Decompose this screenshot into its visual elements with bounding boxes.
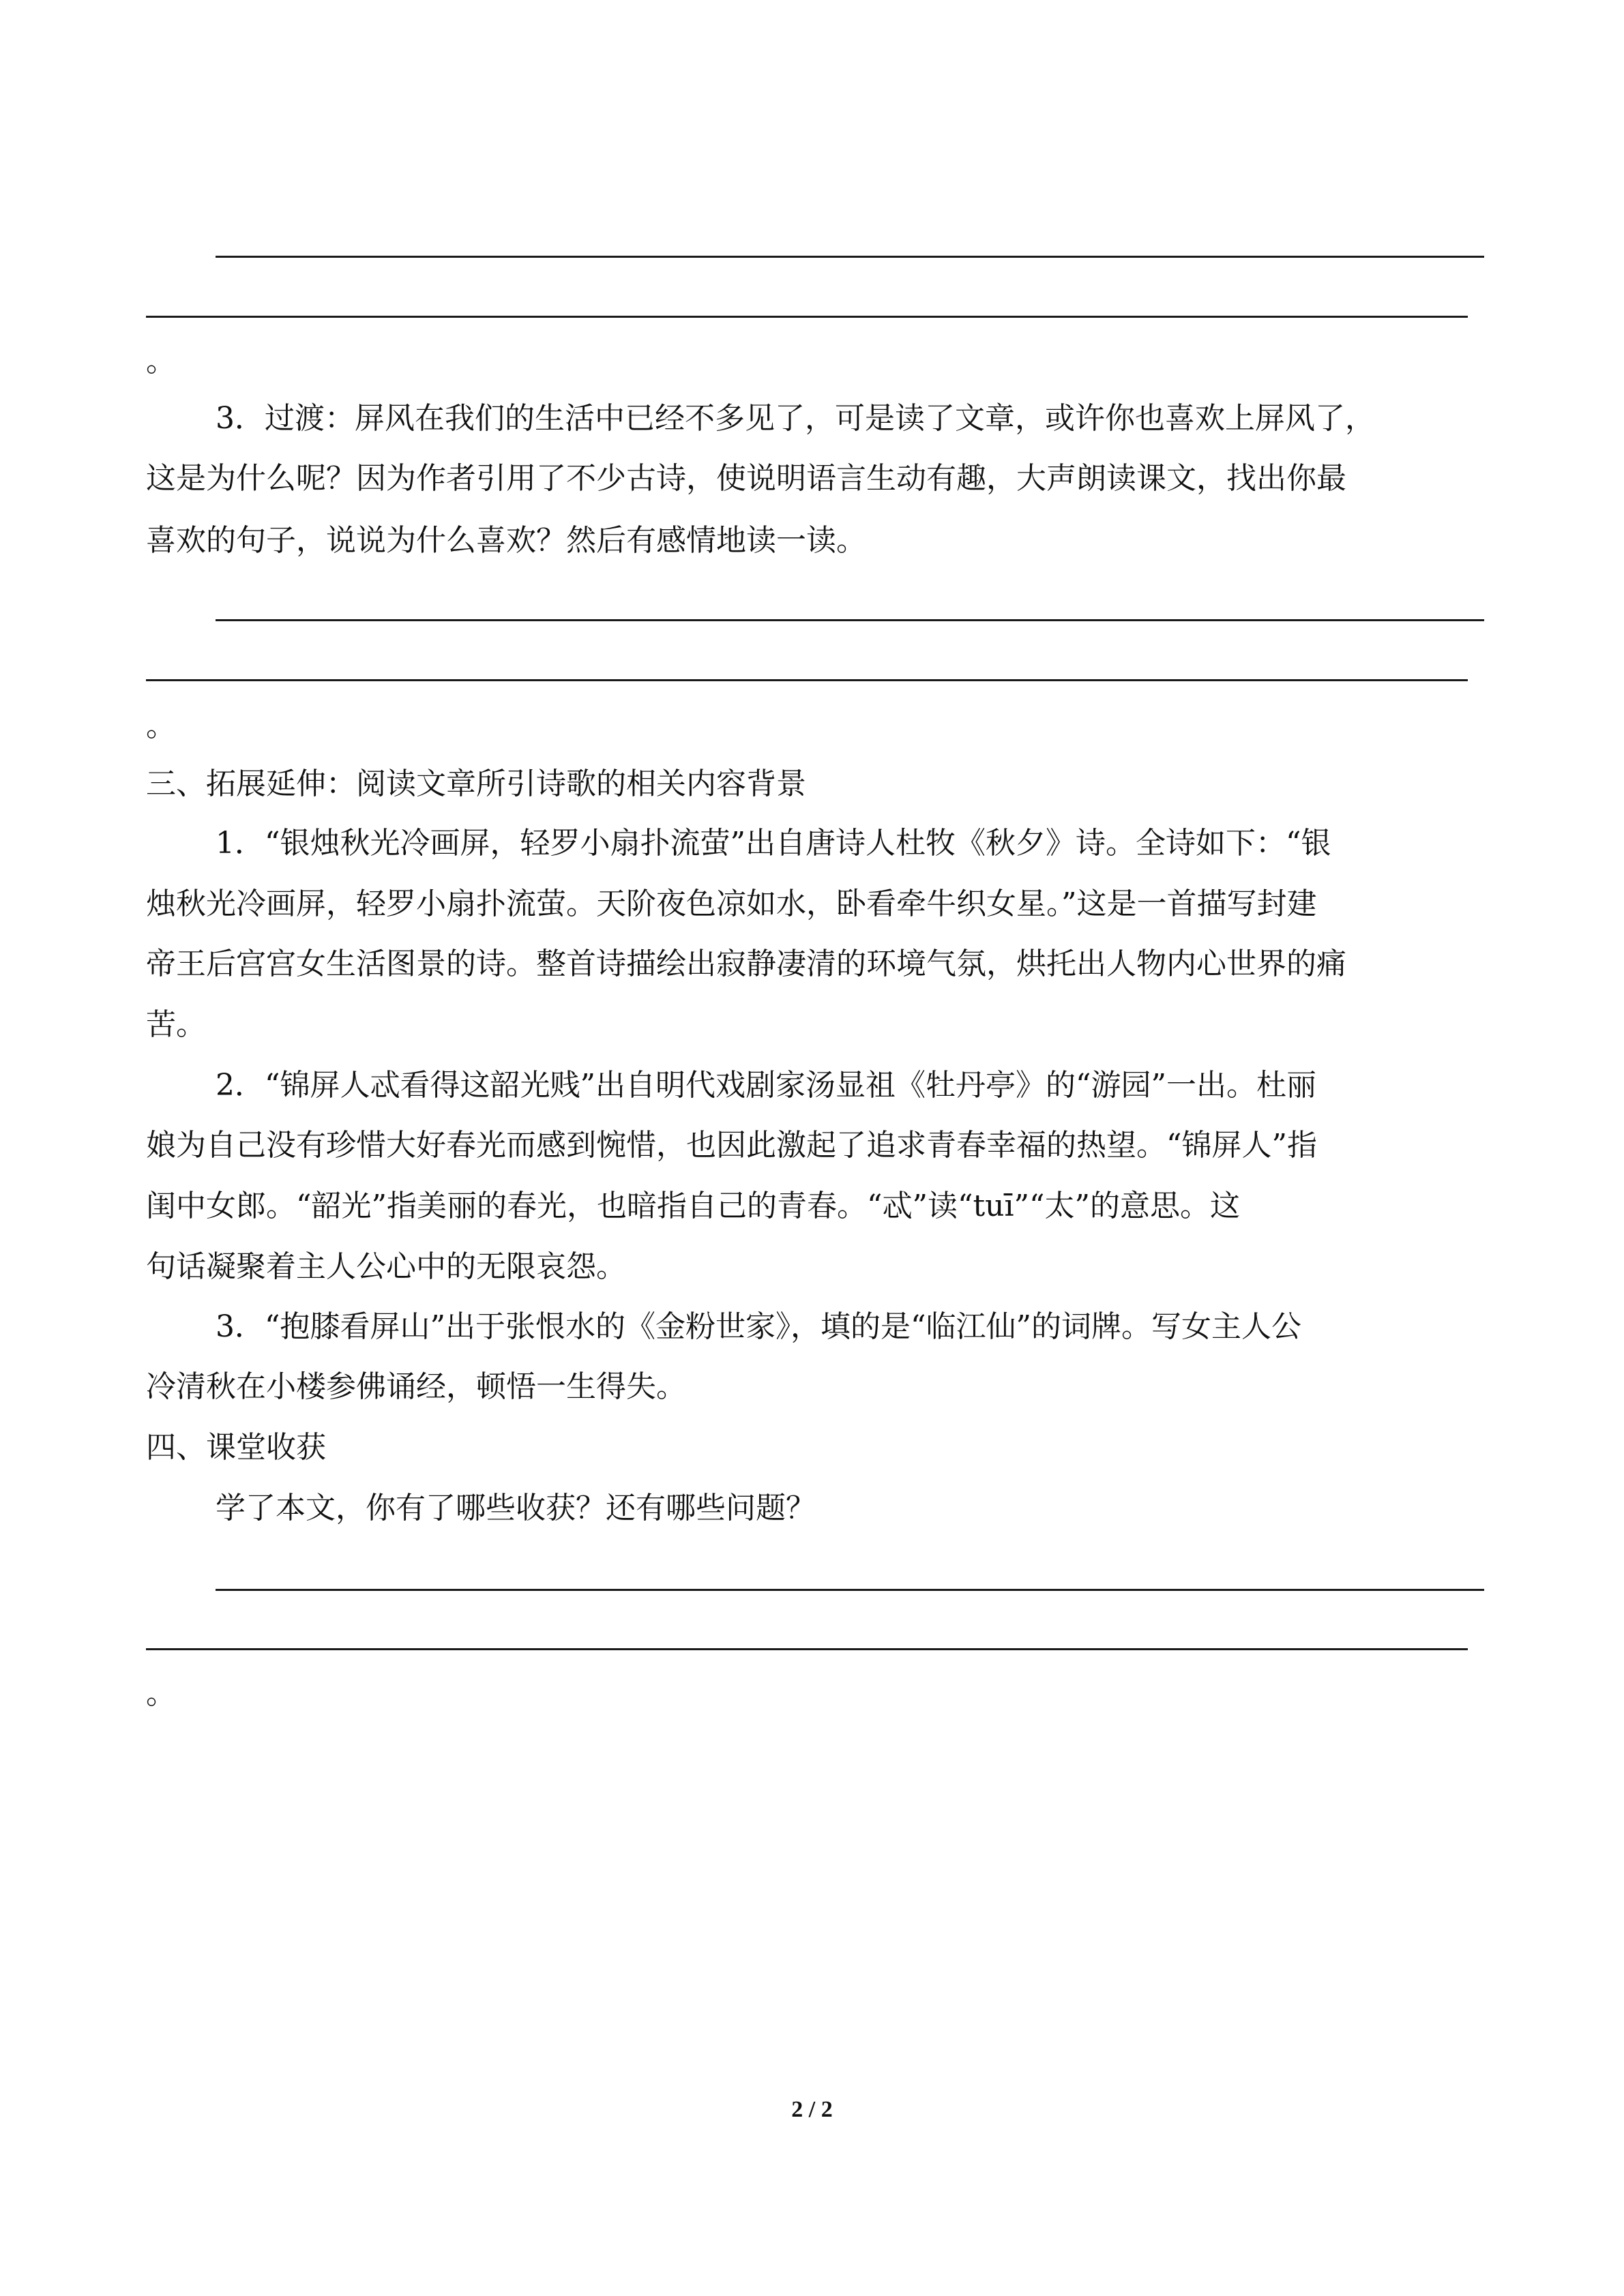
page-number: 2 / 2 <box>791 2097 833 2122</box>
answer-end-period: 。 <box>146 709 176 743</box>
s3-item3-line-2: 冷清秋在小楼参佛诵经，顿悟一生得失。 <box>146 1369 686 1404</box>
section4-prompt: 学了本文，你有了哪些收获？还有哪些问题？ <box>216 1491 816 1525</box>
s3-item2-line-3: 闺中女郎。“韶光”指美丽的春光，也暗指自己的青春。“忒”读“tuī”“太”的意思。这 <box>146 1189 1241 1223</box>
section3-heading: 三、拓展延伸：阅读文章所引诗歌的相关内容背景 <box>146 766 806 801</box>
s3-item2-line-1: 2．“锦屏人忒看得这韶光贱”出自明代戏剧家汤显祖《牡丹亭》的“游园”一出。杜丽 <box>216 1068 1316 1103</box>
answer-line[interactable] <box>146 316 1468 318</box>
s3-item1-line-2: 烛秋光冷画屏，轻罗小扇扑流萤。天阶夜色凉如水，卧看牵牛织女星。”这是一首描写封建 <box>146 886 1317 921</box>
answer-line[interactable] <box>216 256 1484 258</box>
answer-line[interactable] <box>146 1648 1468 1650</box>
answer-line[interactable] <box>146 679 1468 681</box>
s3-item1-line-3: 帝王后宫宫女生活图景的诗。整首诗描绘出寂静凄清的环境气氛，烘托出人物内心世界的痛 <box>146 946 1346 981</box>
answer-end-period: 。 <box>146 344 176 378</box>
answer-end-period: 。 <box>146 1676 176 1711</box>
answer-line[interactable] <box>216 619 1484 621</box>
s3-item1-line-4: 苦。 <box>146 1007 206 1042</box>
q3-line-3: 喜欢的句子，说说为什么喜欢？然后有感情地读一读。 <box>146 523 866 558</box>
answer-line[interactable] <box>216 1589 1484 1591</box>
s3-item1-line-1: 1．“银烛秋光冷画屏，轻罗小扇扑流萤”出自唐诗人杜牧《秋夕》诗。全诗如下：“银 <box>216 826 1331 861</box>
s3-item3-line-1: 3．“抱膝看屏山”出于张恨水的《金粉世家》，填的是“临江仙”的词牌。写女主人公 <box>216 1309 1301 1344</box>
section4-heading: 四、课堂收获 <box>146 1430 326 1465</box>
s3-item2-line-2: 娘为自己没有珍惜大好春光而感到惋惜，也因此激起了追求青春幸福的热望。“锦屏人”指 <box>146 1128 1317 1163</box>
q3-line-1: 3．过渡：屏风在我们的生活中已经不多见了，可是读了文章，或许你也喜欢上屏风了， <box>216 401 1375 436</box>
q3-line-2: 这是为什么呢？因为作者引用了不少古诗，使说明语言生动有趣，大声朗读课文，找出你最 <box>146 461 1346 496</box>
s3-item2-line-4: 句话凝聚着主人公心中的无限哀怨。 <box>146 1249 626 1284</box>
